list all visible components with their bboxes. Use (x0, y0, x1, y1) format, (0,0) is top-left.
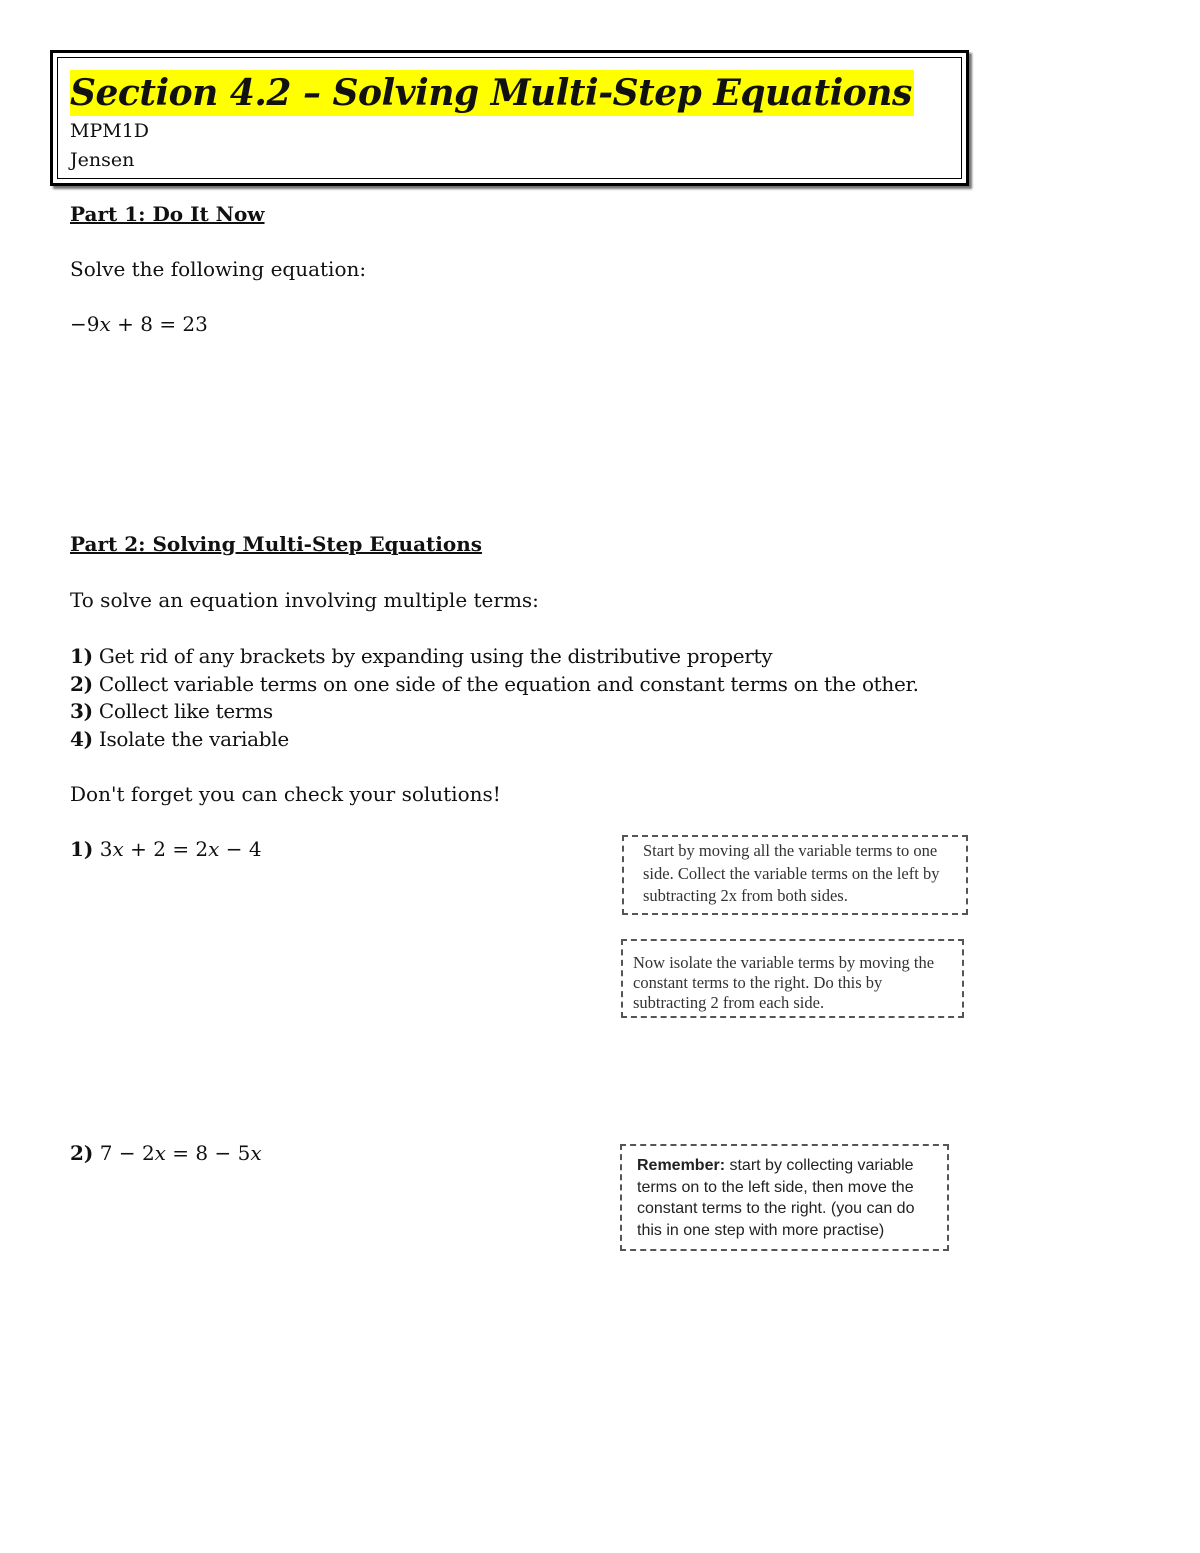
reminder-hint-box (620, 1144, 949, 1251)
reminder-text: start by collecting variable terms on to the left side, then move the constant terms to the right. (you can do this in one step with more practise) (637, 1157, 915, 1239)
part1-heading: Part 1: Do It Now (70, 202, 265, 226)
reminder-label: Remember: (637, 1157, 726, 1174)
part2-heading: Part 2: Solving Multi-Step Equations (70, 532, 483, 556)
check-solutions-note: Don't forget you can check your solutions! (70, 782, 501, 806)
step-item: 2) Collect variable terms on one side of the equation and constant terms on the other. (70, 671, 919, 696)
page-title: Section 4.2 – Solving Multi-Step Equations (70, 72, 912, 114)
example-1 (70, 836, 262, 862)
hint-box-2: Now isolate the variable terms by moving the constant terms to the right. Do this by subtracting 2 from each side. (621, 939, 964, 1018)
example-2-number: 2) (70, 1141, 94, 1165)
teacher-name: Jensen (70, 149, 135, 171)
step-item: 3) Collect like terms (70, 699, 273, 723)
hint-box-1: Start by moving all the variable terms to one side. Collect the variable terms on the left by subtracting 2x from both sides. (622, 835, 968, 915)
example-2 (70, 1140, 262, 1166)
part1-instruction: Solve the following equation: (70, 257, 367, 281)
step-item: 1) Get rid of any brackets by expanding using the distributive property (70, 644, 773, 668)
example-2-equation: 7 − 2x = 8 − 5x (99, 1141, 262, 1165)
example-1-number: 1) (70, 837, 94, 861)
course-code: MPM1D (70, 120, 150, 142)
steps-list (70, 643, 919, 753)
part2-intro: To solve an equation involving multiple terms: (70, 588, 539, 612)
step-item: 4) Isolate the variable (70, 726, 289, 751)
example-1-equation: 3x + 2 = 2x − 4 (99, 837, 262, 861)
part1-equation: −9x + 8 = 23 (70, 312, 208, 336)
